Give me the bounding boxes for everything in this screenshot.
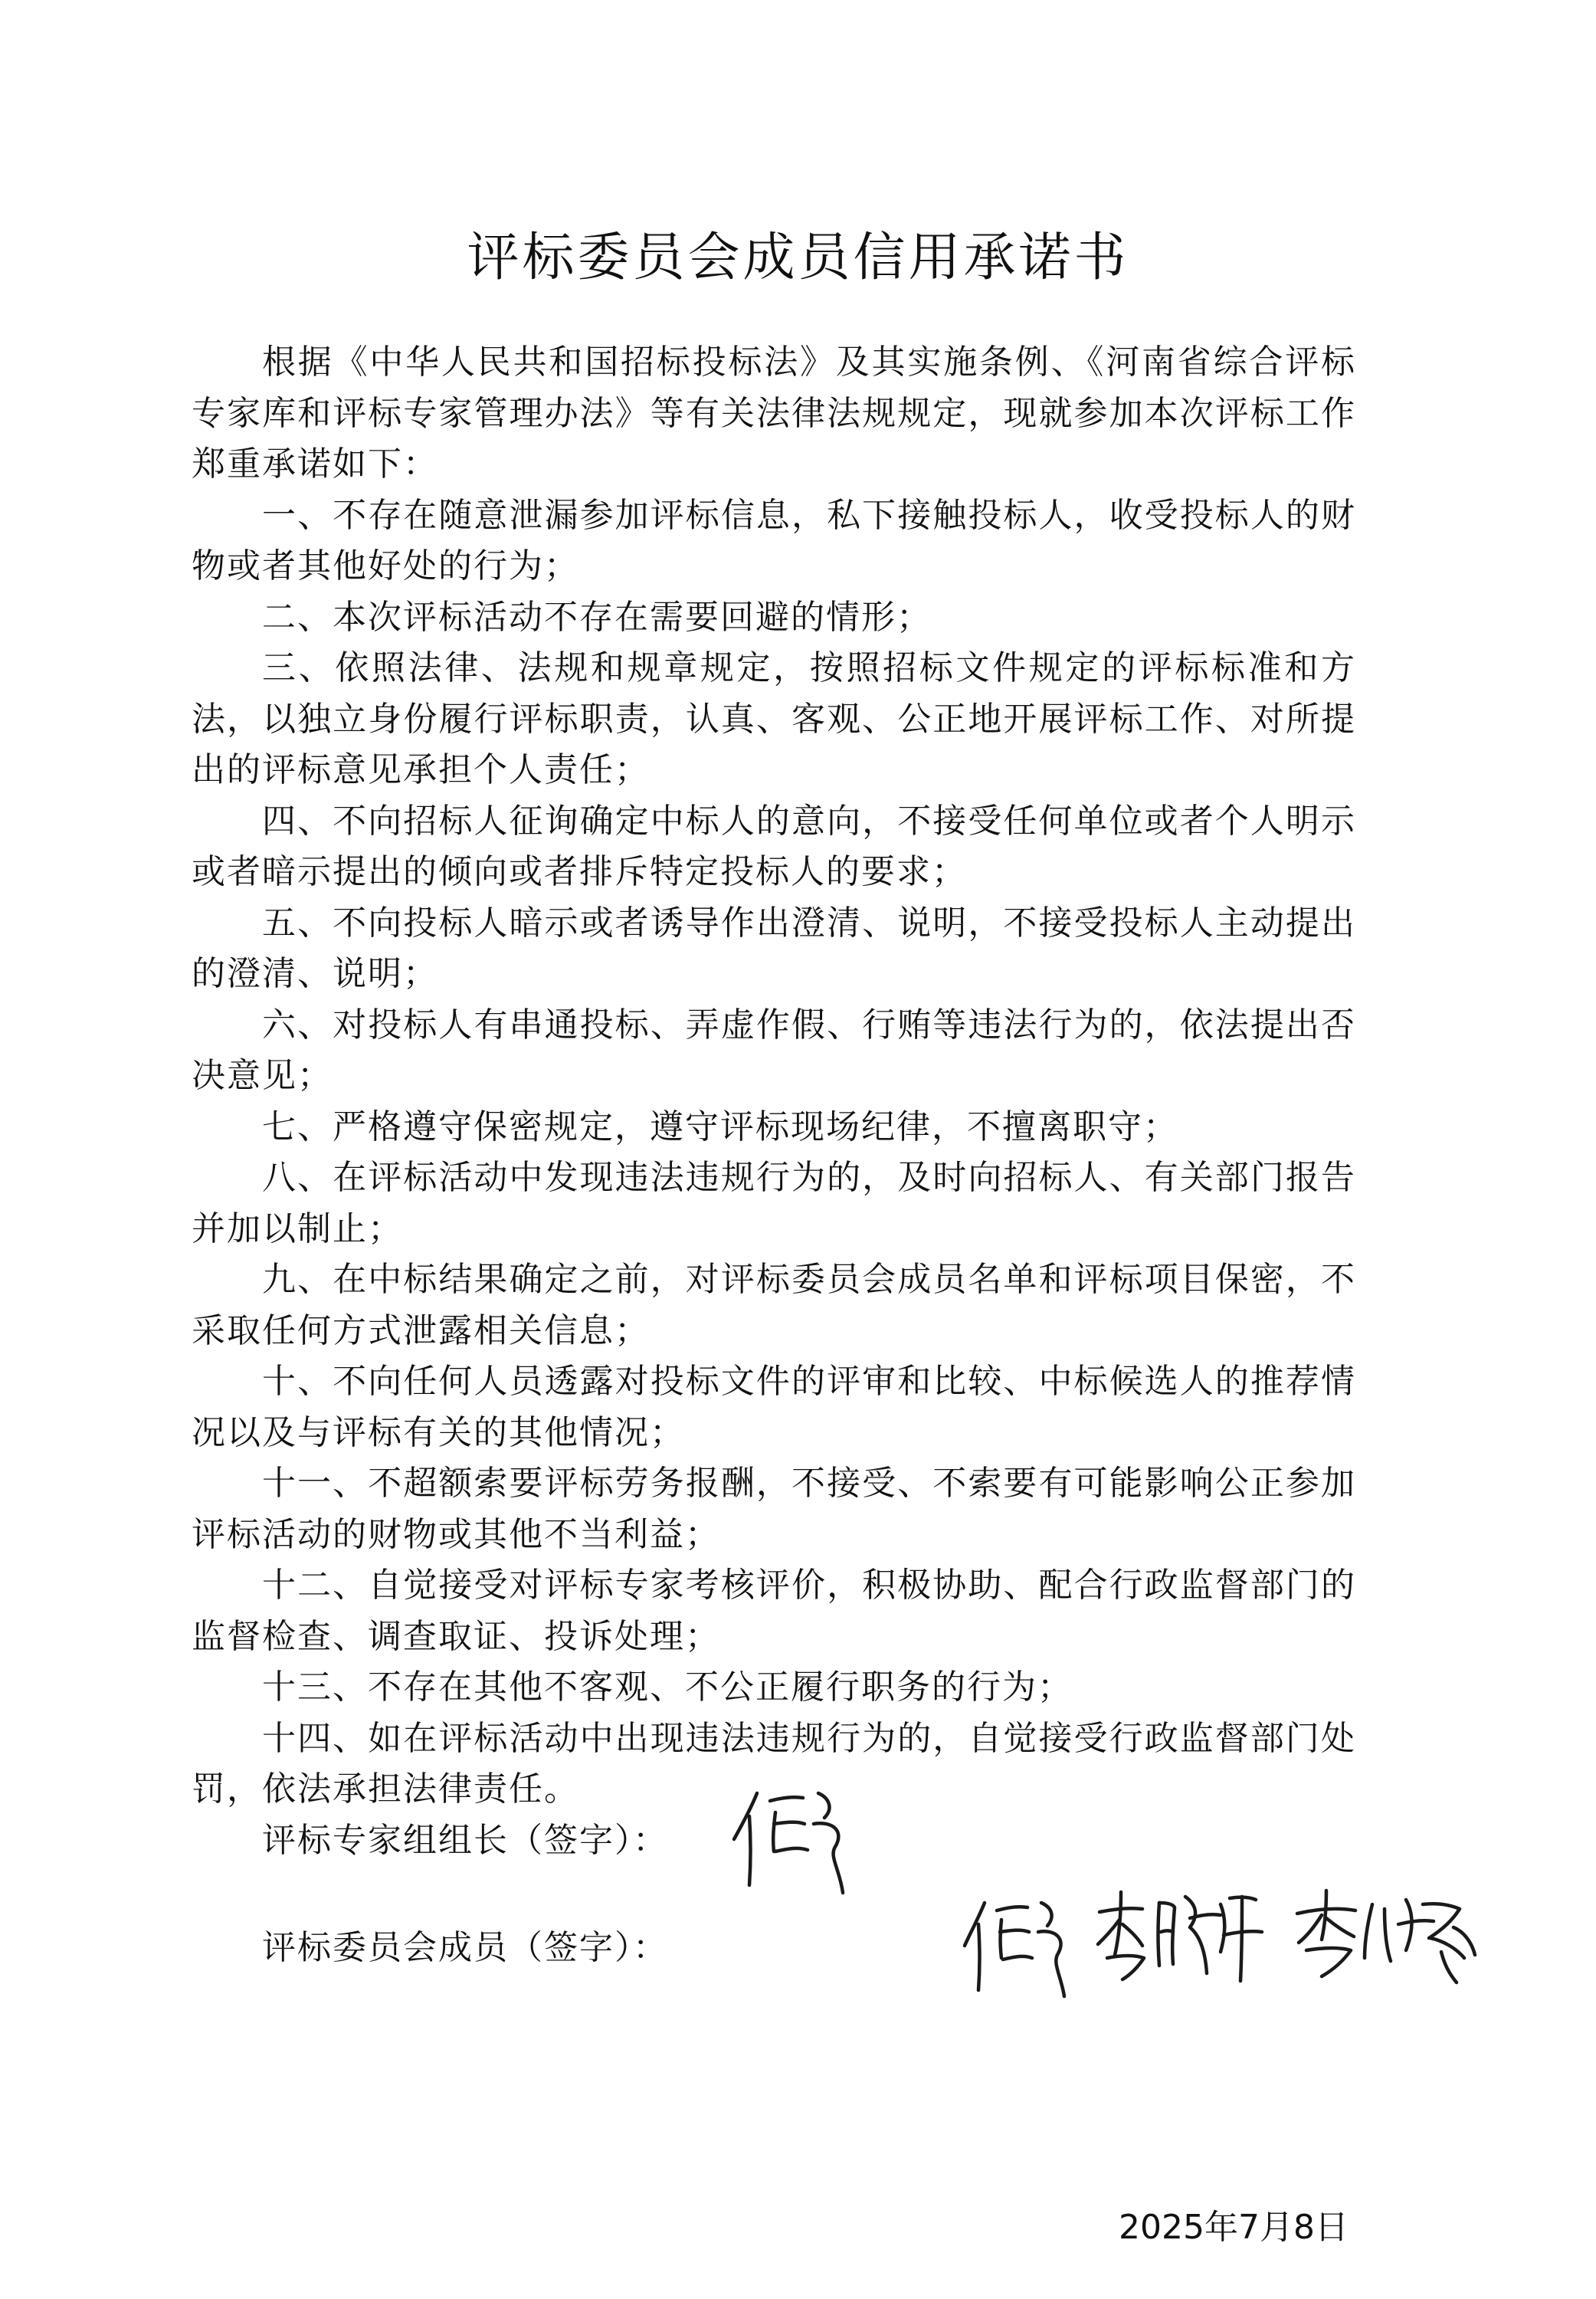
- document-title: 评标委员会成员信用承诺书: [467, 228, 1129, 288]
- paragraph-item-4: 四、不向招标人征询确定中标人的意向，不接受任何单位或者个人明示或者暗示提出的倾向或者排斥特定投标人的要求；: [192, 801, 1356, 891]
- paragraph-item-2: 二、本次评标活动不存在需要回避的情形；: [262, 597, 932, 637]
- paragraph-item-14: 十四、如在评标活动中出现违法违规行为的，自觉接受行政监督部门处罚，依法承担法律责任。: [192, 1718, 1356, 1809]
- paragraph-item-3: 三、依照法律、法规和规章规定，按照招标文件规定的评标标准和方法，以独立身份履行评标职责，认真、客观、公正地开展评标工作、对所提出的评标意见承担个人责任；: [192, 648, 1356, 789]
- paragraph-item-8: 八、在评标活动中发现违法违规行为的，及时向招标人、有关部门报告并加以制止；: [192, 1158, 1356, 1248]
- signing-date: 2025年7月8日: [1119, 2208, 1349, 2247]
- paragraph-item-6: 六、对投标人有串通投标、弄虚作假、行贿等违法行为的，依法提出否决意见；: [192, 1005, 1356, 1095]
- paragraph-item-9: 九、在中标结果确定之前，对评标委员会成员名单和评标项目保密，不采取任何方式泄露相关信息；: [192, 1260, 1356, 1350]
- paragraph-item-1: 一、不存在随意泄漏参加评标信息，私下接触投标人，收受投标人的财物或者其他好处的行为；: [192, 495, 1356, 585]
- member-handwritten-signature-1: [962, 1889, 1077, 2004]
- member-handwritten-signature-3: [1291, 1881, 1483, 1989]
- leader-handwritten-signature: [728, 1778, 858, 1904]
- paragraph-item-12: 十二、自觉接受对评标专家考核评价，积极协助、配合行政监督部门的监督检查、调查取证、投诉处理；: [192, 1566, 1356, 1656]
- paragraph-intro: 根据《中华人民共和国招标投标法》及其实施条例、《河南省综合评标专家库和评标专家管理办法》等有关法律法规规定，现就参加本次评标工作郑重承诺如下：: [192, 343, 1356, 484]
- paragraph-item-5: 五、不向投标人暗示或者诱导作出澄清、说明，不接受投标人主动提出的澄清、说明；: [192, 903, 1356, 993]
- member-handwritten-signature-2: [1092, 1881, 1268, 1989]
- paragraph-item-11: 十一、不超额索要评标劳务报酬，不接受、不索要有可能影响公正参加评标活动的财物或其他不当利益；: [192, 1464, 1356, 1554]
- document-body: [192, 337, 1356, 1815]
- member-signature-label: 评标委员会成员（签字）：: [262, 1928, 668, 1967]
- paragraph-item-10: 十、不向任何人员透露对投标文件的评审和比较、中标候选人的推荐情况以及与评标有关的其他情况；: [192, 1362, 1356, 1452]
- paragraph-item-13: 十三、不存在其他不客观、不公正履行职务的行为；: [262, 1668, 1073, 1707]
- paragraph-item-7: 七、严格遵守保密规定，遵守评标现场纪律，不擅离职守；: [262, 1107, 1178, 1146]
- leader-signature-label: 评标专家组组长（签字）：: [262, 1821, 668, 1860]
